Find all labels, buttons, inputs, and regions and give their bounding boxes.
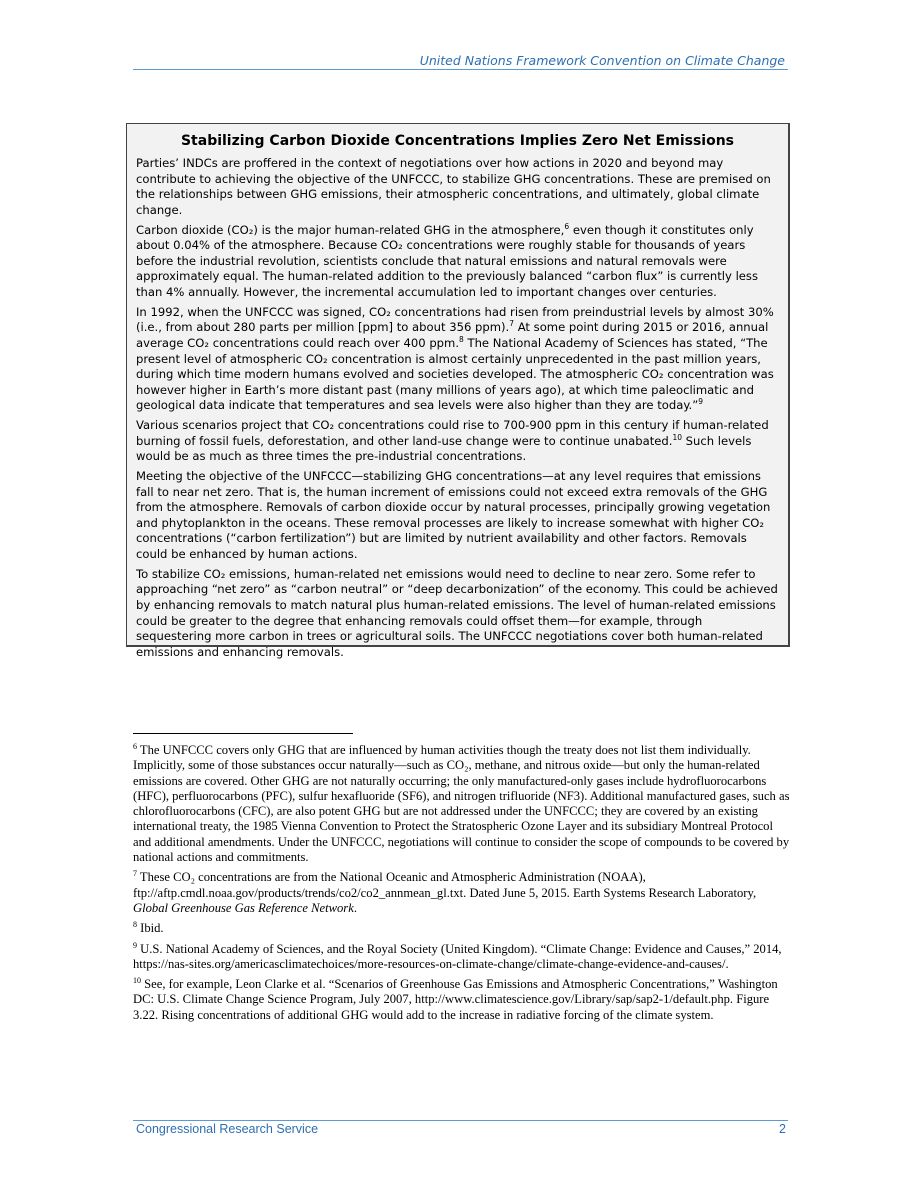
running-header: United Nations Framework Convention on Climate Change xyxy=(419,53,785,68)
text-run: Carbon dioxide (CO₂) is the major human-related GHG in the atmosphere, xyxy=(136,222,565,237)
footer-publisher: Congressional Research Service xyxy=(136,1122,319,1136)
text-run: Various scenarios project that CO₂ concentrations could rise to 700-900 ppm in this century if human-related burning of fossil fuels, deforestation, and other land-use change were to continue unabated. xyxy=(136,418,769,448)
textbox-paragraph-5: Meeting the objective of the UNFCCC—stabilizing GHG concentrations—at any level requires that emissions fall to near net zero. That is, the human increment of emissions could not exceed extra removals of the GHG from the atmosphere. Removals of carbon dioxide occur by natural processes, principally growing vegetation and phytoplankton in the oceans. These removal processes are likely to increase somewhat with higher CO₂ concentrations (“carbon fertilization”) but are limited by nutrient availability and other factors. Removals could be enhanced by human actions. xyxy=(136,469,771,561)
text-run: Such levels would be as much as three times the pre-industrial concentrations. xyxy=(136,433,752,464)
footnote-9 xyxy=(133,942,793,973)
footnote-ref[interactable]: 9 xyxy=(698,397,704,407)
text-run: even though it constitutes only about 0.04% of the atmosphere. Because CO₂ concentrations were roughly stable for thousands of years before the industrial revolution, scientists conclude that natural emissions and natural removals were approximately equal. The human-related addition to the previously balanced “carbon flux” is currently less than 4% annually. However, the incremental accumulation led to important changes over centuries. xyxy=(136,222,759,299)
text-run: The National Academy of Sciences has stated, “The present level of atmospheric CO₂ concentration is almost certainly unprecedented in the past million years, during which time modern humans evolved and societies developed. The atmospheric CO₂ concentration was however higher in Earth’s more distant past (many millions of years ago), at which time paleoclimatic and geological data indicate that temperatures and sea levels were also higher than they are today.” xyxy=(136,335,774,413)
footer-rule xyxy=(133,1120,788,1121)
page-number: 2 xyxy=(779,1122,786,1136)
header-rule xyxy=(133,69,788,70)
footnote-number: 8 xyxy=(133,920,137,930)
footnote-ref[interactable]: 6 xyxy=(564,221,570,231)
footnote-text: U.S. National Academy of Sciences, and the Royal Society (United Kingdom). “Climate Change: Evidence and Causes,” 2014, https://nas-sites.org/americasclimatechoices/more-resources-on-climate-change/climate-change-evidence-and-causes/. xyxy=(133,941,782,971)
footnote-ref[interactable]: 10 xyxy=(672,432,682,442)
footnote-italic: Global Greenhouse Gas Reference Network xyxy=(133,900,354,915)
footnote-number: 10 xyxy=(133,975,141,985)
footnote-6 xyxy=(133,743,793,865)
footnote-number: 9 xyxy=(133,940,137,950)
footnote-text: The UNFCCC covers only GHG that are influenced by human activities though the treaty does not list them individually. Implicitly, some of those substances occur naturally—such as CO₂, methane, and nitrous oxide—but only the human-related emissions are covered. Other GHG are not naturally occurring; the only manufactured-only gases include hydrofluorocarbons (HFC), perfluorocarbons (PFC), sulfur hexafluoride (SF6), and nitrogen trifluoride (NF3). Additional manufactured gases, such as chlorofluorocarbons (CFC), are also potent GHG but are not addressed under the UNFCCC; they are covered by an existing international treaty, the 1985 Vienna Convention to Protect the Stratospheric Ozone Layer and its subsidiary Montreal Protocol and additional amendments. Under the UNFCCC, negotiations will continue to consider the scope of compounds to be covered by national actions and commitments. xyxy=(133,743,790,865)
footnote-number: 7 xyxy=(133,869,137,879)
textbox-paragraph-2 xyxy=(136,223,779,301)
footnote-8 xyxy=(133,921,793,936)
footnote-ref[interactable]: 8 xyxy=(459,335,464,345)
textbox-paragraph-1: Parties’ INDCs are proffered in the context of negotiations over how actions in 2020 and beyond may contribute to achieving the objective of the UNFCCC, to stabilize GHG concentrations. These are premised on the relationships between GHG emissions, their atmospheric concentrations, and ultimately, global climate change. xyxy=(136,156,771,217)
footnote-text: . xyxy=(353,900,357,915)
footnote-7 xyxy=(133,870,793,916)
textbox-paragraph-4 xyxy=(136,418,779,465)
textbox-paragraph-6: To stabilize CO₂ emissions, human-related net emissions would need to decline to near zero. Some refer to approaching “net zero” as “carbon neutral” or “deep decarbonization” of the economy. This could be achieved by enhancing removals to match natural plus human-related emissions. The level of human-related emissions could be greater to the degree that enhancing removals could offset them—for example, through sequestering more carbon in trees or agricultural soils. The UNFCCC negotiations cover both human-related emissions and enhancing removals. xyxy=(136,566,778,659)
footnote-10 xyxy=(133,977,793,1023)
text-run: In 1992, when the UNFCCC was signed, CO₂ concentrations had risen from preindustrial levels by almost 30% (i.e., from about 280 parts per million [ppm] to about 356 ppm). xyxy=(136,304,774,335)
textbox-paragraph-3 xyxy=(136,305,779,414)
textbox xyxy=(126,123,790,659)
footnotes xyxy=(133,743,793,1028)
footnote-text: Ibid. xyxy=(137,921,164,936)
footnote-separator xyxy=(133,733,353,734)
text-run: At some point during 2015 or 2016, annual average CO₂ concentrations could reach over 400 ppm. xyxy=(136,320,769,350)
footnote-number: 6 xyxy=(133,741,137,751)
textbox-title: Stabilizing Carbon Dioxide Concentrations Implies Zero Net Emissions xyxy=(180,133,735,149)
footnote-text: These CO₂ concentrations are from the National Oceanic and Atmospheric Administration (NOAA), ftp://aftp.cmdl.noaa.gov/products/trends/co2/co2_annmean_gl.txt. Dated June 5, 2015. Earth Systems Research Laboratory, xyxy=(133,870,757,900)
footnote-text: See, for example, Leon Clarke et al. “Scenarios of Greenhouse Gas Emissions and Atmospheric Concentrations,” Washington DC: U.S. Climate Change Science Program, July 2007, http://www.climatescience.gov/Library/sap/sap2-1/default.php. Figure 3.22. Rising concentrations of additional GHG would add to the increase in radiative forcing of the climate system. xyxy=(133,977,778,1022)
footnote-ref[interactable]: 7 xyxy=(509,319,515,329)
